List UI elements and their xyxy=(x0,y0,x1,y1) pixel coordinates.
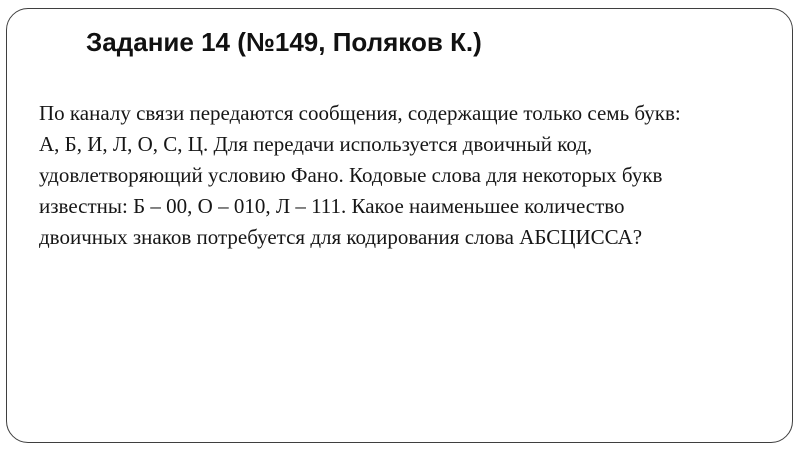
task-text-line: А, Б, И, Л, О, С, Ц. Для передачи используется двоичный код, xyxy=(39,132,593,156)
task-text-line: двоичных знаков потребуется для кодирования слова АБСЦИССА? xyxy=(39,225,643,249)
task-text xyxy=(39,98,779,253)
slide xyxy=(6,8,793,443)
task-text-line: известны: Б – 00, О – 010, Л – 111. Какое наименьшее количество xyxy=(39,194,625,218)
slide-title: Задание 14 (№149, Поляков К.) xyxy=(86,27,482,57)
task-text-line: По каналу связи передаются сообщения, содержащие только семь букв: xyxy=(39,101,681,125)
task-text-line: удовлетворяющий условию Фано. Кодовые слова для некоторых букв xyxy=(39,163,663,187)
